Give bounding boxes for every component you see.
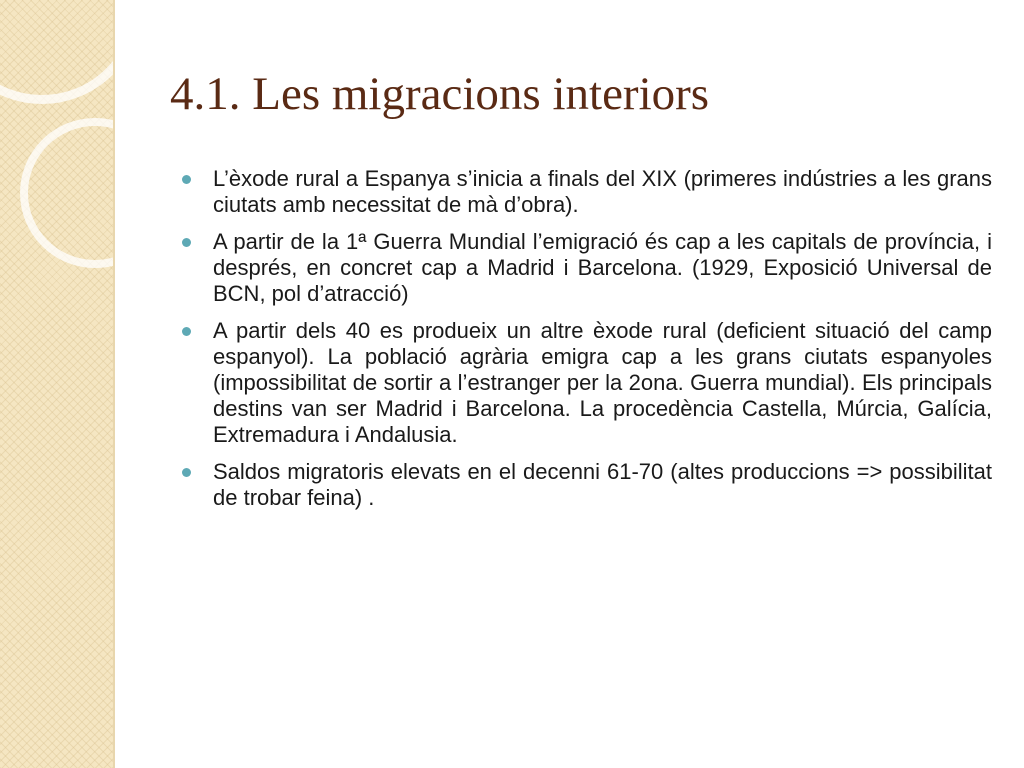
bullet-text: A partir dels 40 es produeix un altre èxode rural (deficient situació del camp espanyol). La població agrària emigra cap a les grans ciutats espanyoles (impossibilitat de sortir a l’estranger per la 2ona. Guerra mundial). Els principals destins van ser Madrid i Barcelona. La procedència Castella, Múrcia, Galícia, Extremadura i Andalusia. bbox=[213, 318, 992, 447]
slide-title: 4.1. Les migracions interiors bbox=[170, 68, 710, 120]
bullet-text: A partir de la 1ª Guerra Mundial l’emigració és cap a les capitals de província, i després, en concret cap a Madrid i Barcelona. (1929, Exposició Universal de BCN, pol d’atracció) bbox=[213, 229, 992, 306]
bullet-list bbox=[180, 166, 992, 522]
bullet-text: L’èxode rural a Espanya s’inicia a finals del XIX (primeres indústries a les grans ciutats amb necessitat de mà d’obra). bbox=[213, 166, 992, 217]
bullet-icon bbox=[182, 468, 191, 477]
bullet-text: Saldos migratoris elevats en el decenni 61-70 (altes produccions => possibilitat de trobar feina) . bbox=[213, 459, 992, 510]
decorative-ring-top bbox=[0, 0, 113, 104]
decorative-ring-middle bbox=[20, 118, 113, 268]
bullet-item bbox=[180, 318, 992, 448]
bullet-icon bbox=[182, 327, 191, 336]
bullet-icon bbox=[182, 238, 191, 247]
bullet-icon bbox=[182, 175, 191, 184]
bullet-item bbox=[180, 459, 992, 511]
decorative-side-band bbox=[0, 0, 113, 768]
side-band-edge bbox=[113, 0, 115, 768]
bullet-item bbox=[180, 229, 992, 307]
bullet-item bbox=[180, 166, 992, 218]
